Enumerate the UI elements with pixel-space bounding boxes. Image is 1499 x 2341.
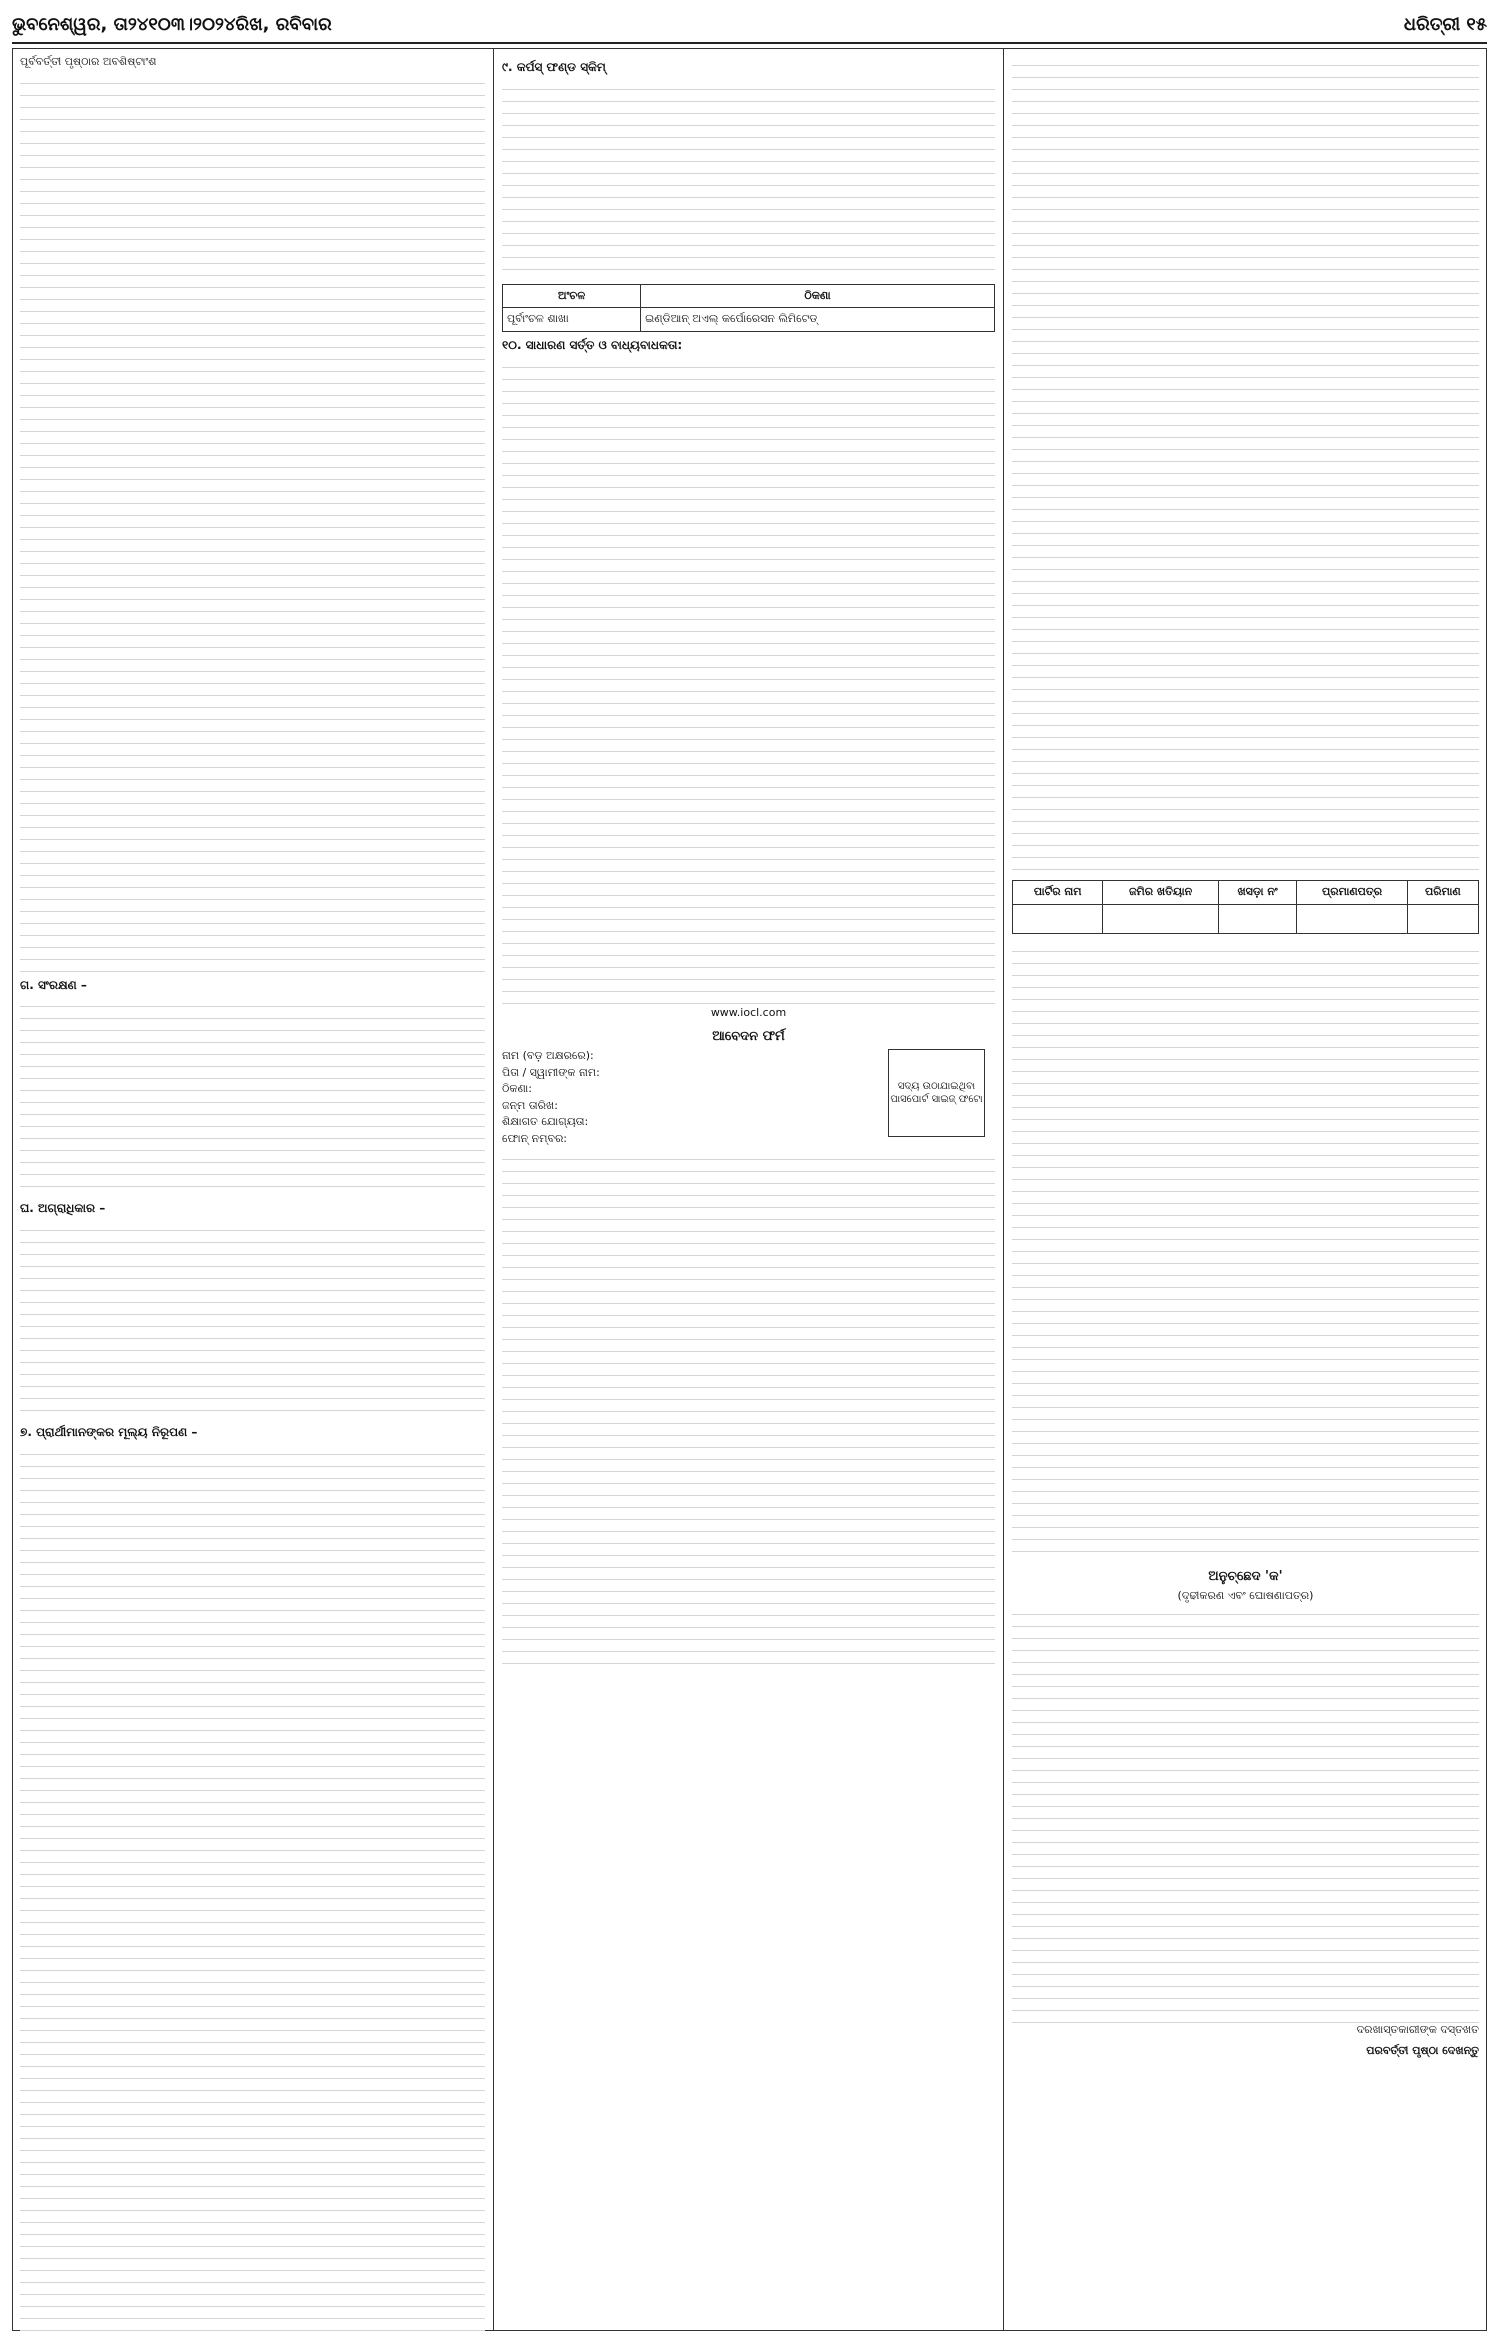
section-heading-1: ଗ. ସଂରକ୍ଷଣ –: [20, 977, 87, 992]
section-9-text: [502, 78, 995, 278]
website-link[interactable]: www.iocl.com: [710, 1005, 787, 1019]
annex-subtitle: (ଦୃଢୀକରଣ ଏବଂ ଘୋଷଣାପତ୍ର): [1177, 1588, 1314, 1602]
section-9-heading: ୯. କର୍ପସ୍ ଫଣ୍ଡ ସ୍କିମ୍: [502, 60, 606, 74]
form-field-name: ନାମ (ବଡ଼ ଅକ୍ଷରରେ):: [502, 1049, 594, 1063]
form-field-phone: ଫୋନ୍ ନମ୍ବର:: [502, 1131, 568, 1145]
column-2: [494, 48, 1004, 2331]
application-form-title: ଆବେଦନ ଫର୍ମ: [712, 1029, 785, 1045]
table-header: ଜମିର ଖତିୟାନ: [1103, 881, 1218, 905]
col3-text-3: [1012, 1603, 1479, 2023]
annex-title: ଅନୁଚ୍ଛେଦ 'କ': [1208, 1568, 1283, 1584]
column-1: [12, 48, 494, 2331]
table-header: ଠିକଣା: [641, 284, 995, 308]
form-text: [502, 1148, 995, 1668]
table-header: ପ୍ରମାଣପତ୍ର: [1297, 881, 1407, 905]
text-block-1: [20, 72, 485, 972]
table-header: ଅଂଚଳ: [503, 284, 641, 308]
section-heading-2: ଘ. ଅଗ୍ରାଧିକାର –: [20, 1201, 106, 1216]
header-page-number: ଧରିତ୍ରୀ ୧୫: [1403, 13, 1487, 35]
header-dateline: ଭୁବନେଶ୍ୱର, ତା୨୪୧୦୩।୨୦୨୪ରିଖ, ରବିବାର: [12, 13, 332, 35]
form-field-education: ଶିକ୍ଷାଗତ ଯୋଗ୍ୟତା:: [502, 1115, 589, 1129]
documents-table: [1012, 880, 1479, 934]
continuation-note: ପୂର୍ବବର୍ତ୍ତୀ ପୃଷ୍ଠାର ଅବଶିଷ୍ଟାଂଶ: [20, 55, 157, 68]
table-cell: ପୂର୍ବାଂଚଳ ଶାଖା: [503, 308, 641, 332]
continued-note: ପରବର୍ତ୍ତୀ ପୃଷ୍ଠା ଦେଖନ୍ତୁ: [1366, 2043, 1479, 2057]
column-3: [1004, 48, 1487, 2331]
signature-label: ଦରଖାସ୍ତକାରୀଙ୍କ ଦସ୍ତଖତ: [1356, 2023, 1479, 2037]
section-10-text: [502, 356, 995, 1006]
section-heading-3: ୭. ପ୍ରାର୍ଥୀମାନଙ୍କର ମୂଲ୍ୟ ନିରୂପଣ –: [20, 1425, 198, 1440]
form-field-father: ପିତା / ସ୍ୱାମୀଙ୍କ ନାମ:: [502, 1065, 600, 1079]
table-header: ଖସଡ଼ା ନଂ: [1218, 881, 1297, 905]
form-field-address: ଠିକଣା:: [502, 1082, 532, 1096]
col3-text-1: [1012, 54, 1479, 874]
text-block-4: [20, 1443, 485, 2331]
address-table: [502, 284, 995, 332]
text-block-3: [20, 1219, 485, 1419]
table-header: ପରିମାଣ: [1407, 881, 1478, 905]
section-10-heading: ୧୦. ସାଧାରଣ ସର୍ତ୍ତ ଓ ବାଧ୍ୟବାଧକତା:: [502, 337, 683, 352]
text-block-2: [20, 995, 485, 1195]
col3-text-2: [1012, 940, 1479, 1560]
page-header: [12, 6, 1487, 44]
table-header: ପାର୍ଟିର ନାମ: [1013, 881, 1103, 905]
form-field-dob: ଜନ୍ମ ତାରିଖ:: [502, 1098, 558, 1112]
photo-box: ସଦ୍ୟ ଉଠାଯାଇଥିବା ପାସପୋର୍ଟ ସାଇଜ୍ ଫଟୋ: [888, 1049, 985, 1137]
table-cell: ଇଣ୍ଡିଆନ୍ ଅଏଲ୍ କର୍ପୋରେସନ ଲିମିଟେଡ୍: [641, 308, 995, 332]
